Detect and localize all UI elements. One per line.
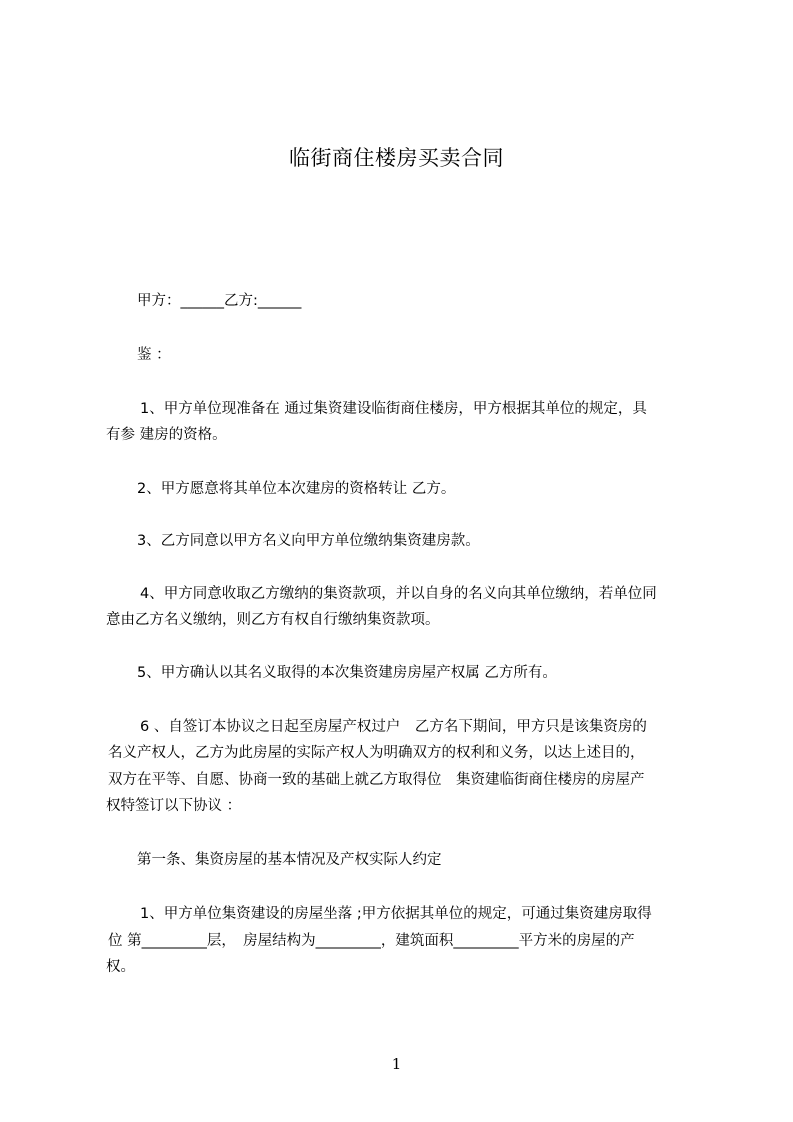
clause-6-line-4: 权特签订以下协议 ： <box>106 798 242 814</box>
clause-6-line-3: 双方在平等、自愿、协商一致的基础上就乙方取得位 集资建临街商住楼房的房屋产 <box>108 772 645 788</box>
clause-2: 2、甲方愿意将其单位本次建房的资格转让 乙方。 <box>137 481 456 497</box>
parties-line: 甲方：______乙方:______ <box>137 293 302 309</box>
article-1-item-1-line-3: 权。 <box>106 959 135 975</box>
article-1-item-1-line-1: 1、甲方单位集资建设的房屋坐落 ;甲方依据其单位的规定，可通过集资建房取得 <box>140 906 652 922</box>
clause-5: 5、甲方确认以其名义取得的本次集资建房房屋产权属 乙方所有。 <box>137 665 557 681</box>
clause-4-line-1: 4、甲方同意收取乙方缴纳的集资款项，并以自身的名义向其单位缴纳，若单位同 <box>140 586 657 602</box>
clause-3: 3、乙方同意以甲方名义向甲方单位缴纳集资建房款。 <box>137 533 480 549</box>
clause-6-line-1: 6 、自签订本协议之日起至房屋产权过户 乙方名下期间，甲方只是该集资房的 <box>140 719 647 735</box>
whereas-label: 鉴 ： <box>137 347 171 363</box>
article-1-item-1-line-2: 位 第_________层， 房屋结构为_________，建筑面积_________平方米的房屋的产 <box>108 933 635 949</box>
document-title: 临街商住楼房买卖合同 <box>289 146 504 170</box>
clause-6-line-2: 名义产权人，乙方为此房屋的实际产权人为明确双方的权利和义务，以达上述目的， <box>108 745 645 761</box>
clause-4-line-2: 意由乙方名义缴纳，则乙方有权自行缴纳集资款项。 <box>106 612 440 628</box>
page-number: 1 <box>391 1055 402 1073</box>
article-1-heading: 第一条、集资房屋的基本情况及产权实际人约定 <box>137 852 442 868</box>
clause-1-line-2: 有参 建房的资格。 <box>106 427 227 443</box>
clause-1-line-1: 1、甲方单位现准备在 通过集资建设临街商住楼房，甲方根据其单位的规定，具 <box>140 401 647 417</box>
